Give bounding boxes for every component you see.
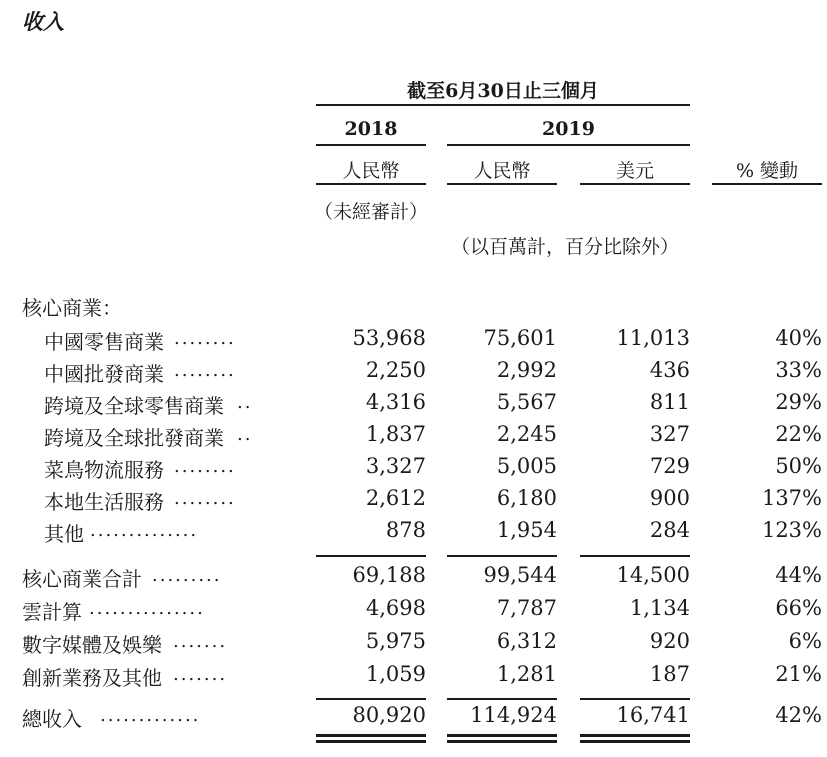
row-leader-dots: ........	[174, 360, 236, 381]
value-rmb-2019: 99,544	[483, 563, 557, 587]
row-label: 本地生活服務	[44, 490, 164, 514]
value-rmb-2019: 2,245	[496, 422, 557, 446]
row-label: 創新業務及其他	[22, 666, 162, 690]
total-rule-rmb-2018	[316, 698, 426, 700]
row-leader-dots: ..	[237, 424, 253, 445]
value-usd-2019: 11,013	[616, 326, 690, 350]
row-leader-dots: ........	[174, 328, 236, 349]
value-rmb-2019: 5,567	[496, 390, 557, 414]
value-usd-2019: 920	[649, 629, 690, 653]
value-usd-2019: 1,134	[629, 596, 690, 620]
value-change: 137%	[761, 486, 822, 510]
double-rule-bottom-rmb-2018	[316, 740, 426, 743]
value-change: 6%	[788, 629, 822, 653]
rmb-2019-rule	[447, 183, 557, 185]
double-rule-bottom-rmb-2019	[447, 740, 557, 743]
row-label: 中國批發商業	[44, 362, 164, 386]
rmb-2019-header: 人民幣	[473, 160, 531, 182]
year-2018-header: 2018	[344, 118, 398, 140]
value-rmb-2018: 69,188	[352, 563, 426, 587]
table-row	[0, 390, 827, 422]
value-usd-2019: 729	[649, 454, 690, 478]
row-leader-dots: ........	[174, 456, 236, 477]
period-header: 截至6月30日止三個月	[407, 80, 599, 102]
value-change: 123%	[761, 518, 822, 542]
value-change: 33%	[775, 358, 822, 382]
value-rmb-2019: 7,787	[496, 596, 557, 620]
value-rmb-2019: 75,601	[483, 326, 557, 350]
rmb-2018-rule	[316, 183, 426, 185]
table-row	[0, 518, 827, 550]
value-rmb-2018: 878	[385, 518, 426, 542]
value-change: 44%	[775, 563, 822, 587]
value-rmb-2018: 1,059	[365, 662, 426, 686]
row-label: 雲計算	[22, 600, 82, 624]
period-rule	[316, 104, 690, 106]
value-rmb-2018: 1,837	[365, 422, 426, 446]
subtotal-rule-rmb-2018	[316, 555, 426, 557]
double-rule-top-rmb-2018	[316, 734, 426, 737]
value-usd-2019: 811	[649, 390, 690, 414]
row-label: 菜鳥物流服務	[44, 458, 164, 482]
value-change: 40%	[775, 326, 822, 350]
table-row	[0, 629, 827, 661]
value-usd-2019: 327	[649, 422, 690, 446]
value-rmb-2018: 80,920	[352, 703, 426, 727]
value-rmb-2018: 4,316	[365, 390, 426, 414]
value-usd-2019: 436	[649, 358, 690, 382]
value-change: 21%	[775, 662, 822, 686]
value-rmb-2019: 1,281	[496, 662, 557, 686]
value-rmb-2019: 5,005	[496, 454, 557, 478]
grand-total-row	[0, 703, 827, 735]
table-row	[0, 326, 827, 358]
total-rule-rmb-2019	[447, 698, 557, 700]
double-rule-top-rmb-2019	[447, 734, 557, 737]
double-rule-bottom-usd-2019	[580, 740, 690, 743]
row-leader-dots: .............	[100, 705, 201, 726]
subtotal-rule-rmb-2019	[447, 555, 557, 557]
change-rule	[712, 183, 822, 185]
total-rule-usd-2019	[580, 698, 690, 700]
row-label: 核心商業合計	[22, 567, 142, 591]
table-row	[0, 358, 827, 390]
row-leader-dots: .......	[173, 664, 228, 685]
value-rmb-2018: 4,698	[365, 596, 426, 620]
value-rmb-2019: 6,180	[496, 486, 557, 510]
row-label: 跨境及全球零售商業	[44, 394, 224, 418]
year-2019-header: 2019	[542, 118, 595, 140]
usd-2019-header: 美元	[615, 160, 654, 182]
year-2019-rule	[447, 144, 690, 146]
value-usd-2019: 16,741	[616, 703, 690, 727]
row-label: 中國零售商業	[44, 330, 164, 354]
table-row	[0, 563, 827, 595]
change-header: % 變動	[735, 160, 799, 182]
value-rmb-2018: 5,975	[365, 629, 426, 653]
section-label-core-commerce: 核心商業：	[22, 296, 122, 320]
value-rmb-2019: 2,992	[496, 358, 557, 382]
row-label: 數字媒體及娛樂	[22, 633, 162, 657]
table-row	[0, 486, 827, 518]
table-row	[0, 662, 827, 694]
unit-note: （以百萬計，百分比除外）	[450, 236, 679, 258]
value-rmb-2019: 114,924	[470, 703, 557, 727]
row-leader-dots: ..............	[90, 520, 199, 541]
year-2018-rule	[316, 144, 426, 146]
value-rmb-2019: 1,954	[496, 518, 557, 542]
table-row	[0, 454, 827, 486]
row-leader-dots: .........	[152, 565, 222, 586]
table-row	[0, 422, 827, 454]
row-label: 跨境及全球批發商業	[44, 426, 224, 450]
value-change: 29%	[775, 390, 822, 414]
row-label: 其他	[44, 522, 84, 546]
value-rmb-2018: 3,327	[365, 454, 426, 478]
value-rmb-2019: 6,312	[496, 629, 557, 653]
row-leader-dots: ........	[174, 488, 236, 509]
row-leader-dots: ..	[237, 392, 253, 413]
value-change: 22%	[775, 422, 822, 446]
rmb-2018-header: 人民幣	[342, 160, 400, 182]
row-label: 總收入	[22, 707, 82, 731]
page-title: 收入	[22, 9, 64, 34]
value-usd-2019: 187	[649, 662, 690, 686]
usd-2019-rule	[580, 183, 690, 185]
value-change: 66%	[775, 596, 822, 620]
subtotal-rule-usd-2019	[580, 555, 690, 557]
value-rmb-2018: 2,250	[365, 358, 426, 382]
row-leader-dots: ...............	[89, 598, 205, 619]
double-rule-top-usd-2019	[580, 734, 690, 737]
value-change: 50%	[775, 454, 822, 478]
value-rmb-2018: 53,968	[352, 326, 426, 350]
value-usd-2019: 284	[649, 518, 690, 542]
value-rmb-2018: 2,612	[365, 486, 426, 510]
table-row	[0, 596, 827, 628]
row-leader-dots: .......	[173, 631, 228, 652]
value-usd-2019: 900	[649, 486, 690, 510]
unaudited-note: （未經審計）	[313, 201, 428, 223]
value-change: 42%	[775, 703, 822, 727]
value-usd-2019: 14,500	[616, 563, 690, 587]
